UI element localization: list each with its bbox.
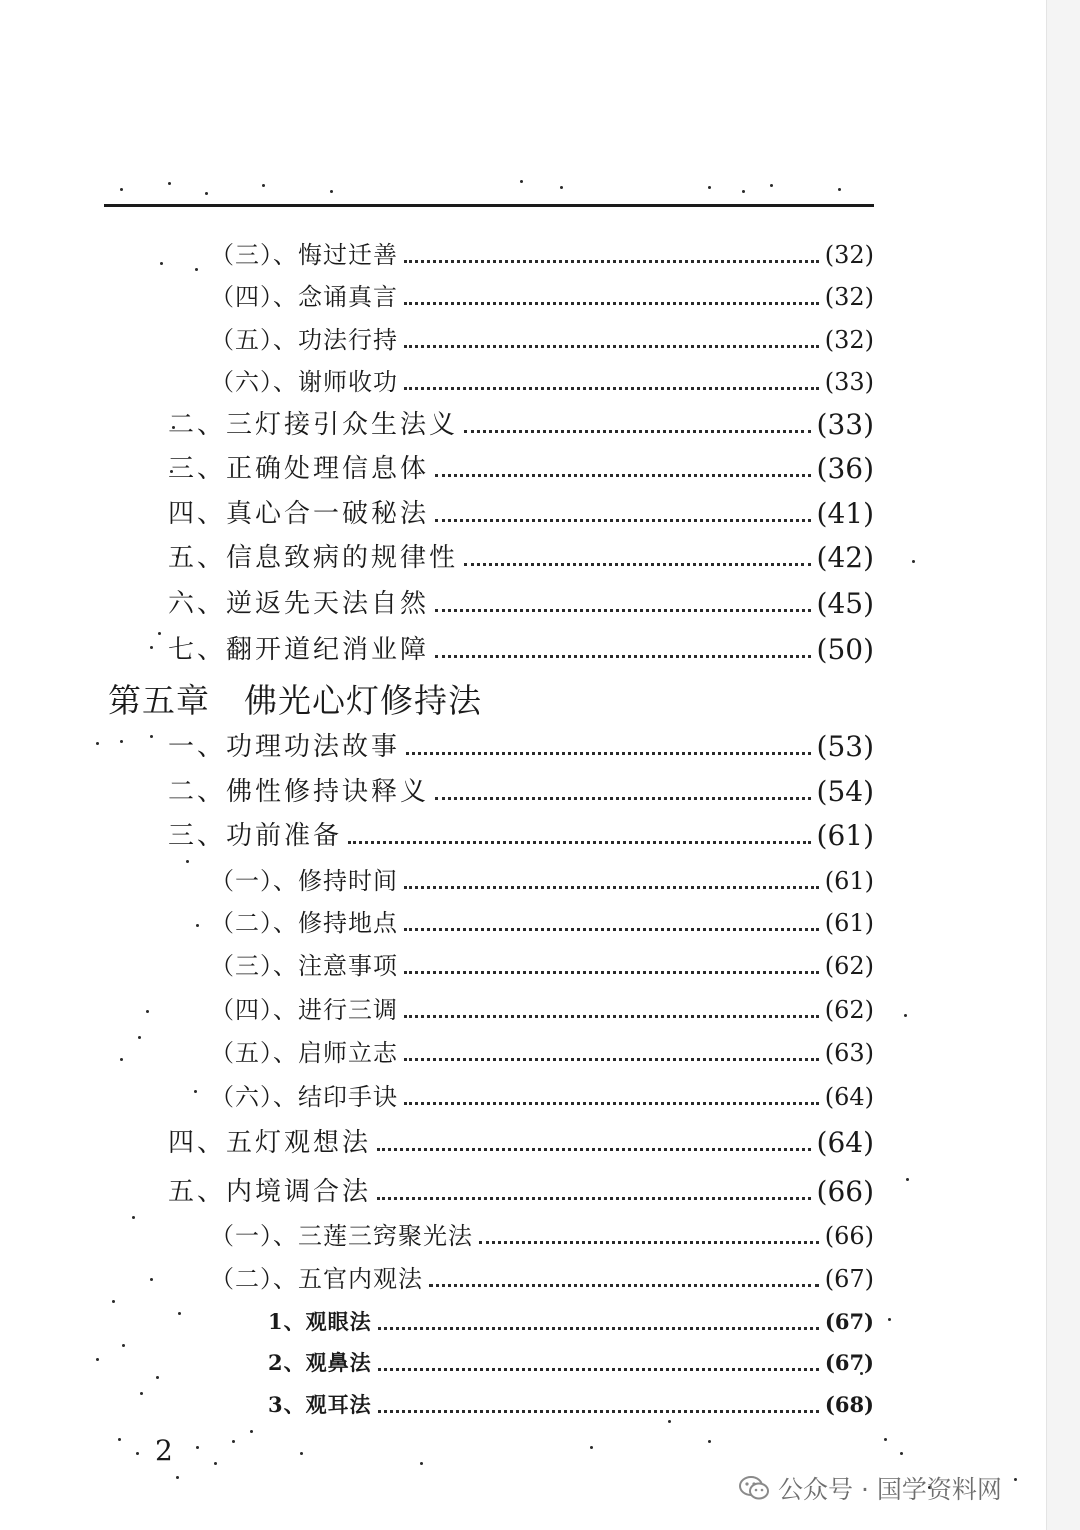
toc-entry-page: (64) bbox=[824, 1083, 874, 1111]
toc-entry-page: (42) bbox=[816, 541, 874, 574]
chapter-heading: 第五章 佛光心灯修持法 bbox=[108, 681, 482, 720]
toc-entry bbox=[168, 772, 874, 812]
toc-entry bbox=[168, 630, 874, 670]
toc-entry-page: (66) bbox=[824, 1222, 874, 1250]
toc-entry-page: (63) bbox=[824, 1039, 874, 1067]
dot-leader bbox=[404, 886, 819, 889]
dot-leader bbox=[404, 302, 819, 305]
dot-leader bbox=[429, 1284, 819, 1287]
toc-entry-title: （四）、进行三调 bbox=[210, 996, 398, 1024]
toc-entry-title: 2、观鼻法 bbox=[268, 1350, 372, 1375]
toc-entry-page: (67) bbox=[824, 1309, 874, 1334]
toc-entry-page: (45) bbox=[816, 587, 874, 620]
toc-entry-page: (62) bbox=[824, 996, 874, 1024]
toc-entry-title: 三、功前准备 bbox=[168, 821, 343, 851]
toc-entry-title: （五）、功法行持 bbox=[210, 326, 398, 354]
toc-entry bbox=[168, 816, 874, 856]
page-number: 2 bbox=[155, 1434, 173, 1467]
toc-entry-page: (50) bbox=[816, 633, 874, 666]
toc-entry-page: (61) bbox=[816, 819, 874, 852]
toc-entry bbox=[168, 1123, 874, 1163]
toc-entry bbox=[168, 1172, 874, 1212]
dot-leader bbox=[378, 1368, 819, 1371]
dot-leader bbox=[435, 655, 811, 658]
toc-entry-title: （二）、五官内观法 bbox=[210, 1265, 423, 1293]
toc-entry-page: (33) bbox=[824, 368, 874, 396]
dot-leader bbox=[435, 474, 811, 477]
watermark-label: 公众号 · 国学资料网 bbox=[778, 1475, 1002, 1504]
toc-entry-page: (54) bbox=[816, 775, 874, 808]
dot-leader bbox=[404, 260, 819, 263]
dot-leader bbox=[404, 1102, 819, 1105]
toc-entry bbox=[210, 990, 874, 1030]
toc-entry-title: （三）、注意事项 bbox=[210, 952, 398, 980]
toc-entry-title: （四）、念诵真言 bbox=[210, 283, 398, 311]
toc-entry-title: 一、功理功法故事 bbox=[168, 732, 401, 762]
toc-entry-title: （六）、谢师收功 bbox=[210, 368, 398, 396]
dot-leader bbox=[464, 563, 811, 566]
toc-entry-title: 二、三灯接引众生法义 bbox=[168, 410, 459, 440]
toc-entry bbox=[210, 1033, 874, 1073]
toc-entry-page: (61) bbox=[824, 909, 874, 937]
toc-entry-title: 四、五灯观想法 bbox=[168, 1128, 372, 1158]
toc-entry bbox=[168, 405, 874, 445]
dot-leader bbox=[404, 928, 819, 931]
toc-entry bbox=[168, 494, 874, 534]
toc-entry-page: (67) bbox=[824, 1350, 874, 1375]
toc-entry-page: (41) bbox=[816, 497, 874, 530]
toc-entry-page: (67) bbox=[824, 1265, 874, 1293]
toc-entry-page: (32) bbox=[824, 241, 874, 269]
toc-entry-page: (33) bbox=[816, 408, 874, 441]
dot-leader bbox=[404, 1058, 819, 1061]
toc-entry-title: （六）、结印手诀 bbox=[210, 1083, 398, 1111]
toc-entry bbox=[168, 727, 874, 767]
toc-entry bbox=[210, 1077, 874, 1117]
toc-entry-title: 1、观眼法 bbox=[268, 1309, 372, 1334]
toc-entry bbox=[268, 1302, 874, 1342]
wechat-icon bbox=[738, 1474, 770, 1502]
dot-leader bbox=[404, 345, 819, 348]
toc-entry bbox=[268, 1385, 874, 1425]
toc-entry bbox=[210, 861, 874, 901]
toc-entry-title: 五、信息致病的规律性 bbox=[168, 543, 459, 573]
toc-entry-page: (36) bbox=[816, 452, 874, 485]
dot-leader bbox=[479, 1241, 819, 1244]
page-edge bbox=[1046, 0, 1080, 1530]
toc-entry bbox=[210, 277, 874, 317]
toc-entry bbox=[168, 584, 874, 624]
toc-entry-title: 六、逆返先天法自然 bbox=[168, 589, 430, 619]
toc-entry-page: (53) bbox=[816, 730, 874, 763]
toc-entry bbox=[268, 1343, 874, 1383]
toc-entry-title: （二）、修持地点 bbox=[210, 909, 398, 937]
toc-entry-title: （一）、修持时间 bbox=[210, 867, 398, 895]
dot-leader bbox=[435, 797, 811, 800]
toc-entry-page: (66) bbox=[816, 1175, 874, 1208]
dot-leader bbox=[435, 609, 811, 612]
dot-leader bbox=[378, 1410, 819, 1413]
toc-entry-title: （一）、三莲三窍聚光法 bbox=[210, 1222, 473, 1250]
toc-entry bbox=[210, 320, 874, 360]
toc-entry-title: 三、正确处理信息体 bbox=[168, 454, 430, 484]
dot-leader bbox=[377, 1148, 811, 1151]
toc-entry-title: （三）、悔过迁善 bbox=[210, 241, 398, 269]
dot-leader bbox=[464, 430, 811, 433]
dot-leader bbox=[348, 841, 811, 844]
toc-entry-page: (64) bbox=[816, 1126, 874, 1159]
toc-entry-title: （五）、启师立志 bbox=[210, 1039, 398, 1067]
toc-entry-title: 二、佛性修持诀释义 bbox=[168, 777, 430, 807]
dot-leader bbox=[404, 971, 819, 974]
toc-entry-page: (32) bbox=[824, 283, 874, 311]
toc-entry-page: (61) bbox=[824, 867, 874, 895]
dot-leader bbox=[378, 1327, 819, 1330]
toc-entry bbox=[168, 538, 874, 578]
toc-entry bbox=[168, 449, 874, 489]
toc-entry-title: 3、观耳法 bbox=[268, 1392, 372, 1417]
watermark bbox=[738, 1466, 1002, 1510]
dot-leader bbox=[404, 1015, 819, 1018]
toc-entry bbox=[210, 362, 874, 402]
toc-entry-title: 四、真心合一破秘法 bbox=[168, 499, 430, 529]
toc-entry bbox=[210, 235, 874, 275]
dot-leader bbox=[406, 752, 811, 755]
dot-leader bbox=[404, 387, 819, 390]
toc-entry-title: 五、内境调合法 bbox=[168, 1177, 372, 1207]
toc-entry-page: (62) bbox=[824, 952, 874, 980]
toc-entry-page: (32) bbox=[824, 326, 874, 354]
dot-leader bbox=[377, 1197, 811, 1200]
toc-entry-title: 七、翻开道纪消业障 bbox=[168, 635, 430, 665]
toc-entry bbox=[210, 1259, 874, 1299]
toc-entry bbox=[210, 903, 874, 943]
toc-entry bbox=[210, 946, 874, 986]
toc-entry bbox=[210, 1216, 874, 1256]
dot-leader bbox=[435, 519, 811, 522]
toc-entry-page: (68) bbox=[824, 1392, 874, 1417]
